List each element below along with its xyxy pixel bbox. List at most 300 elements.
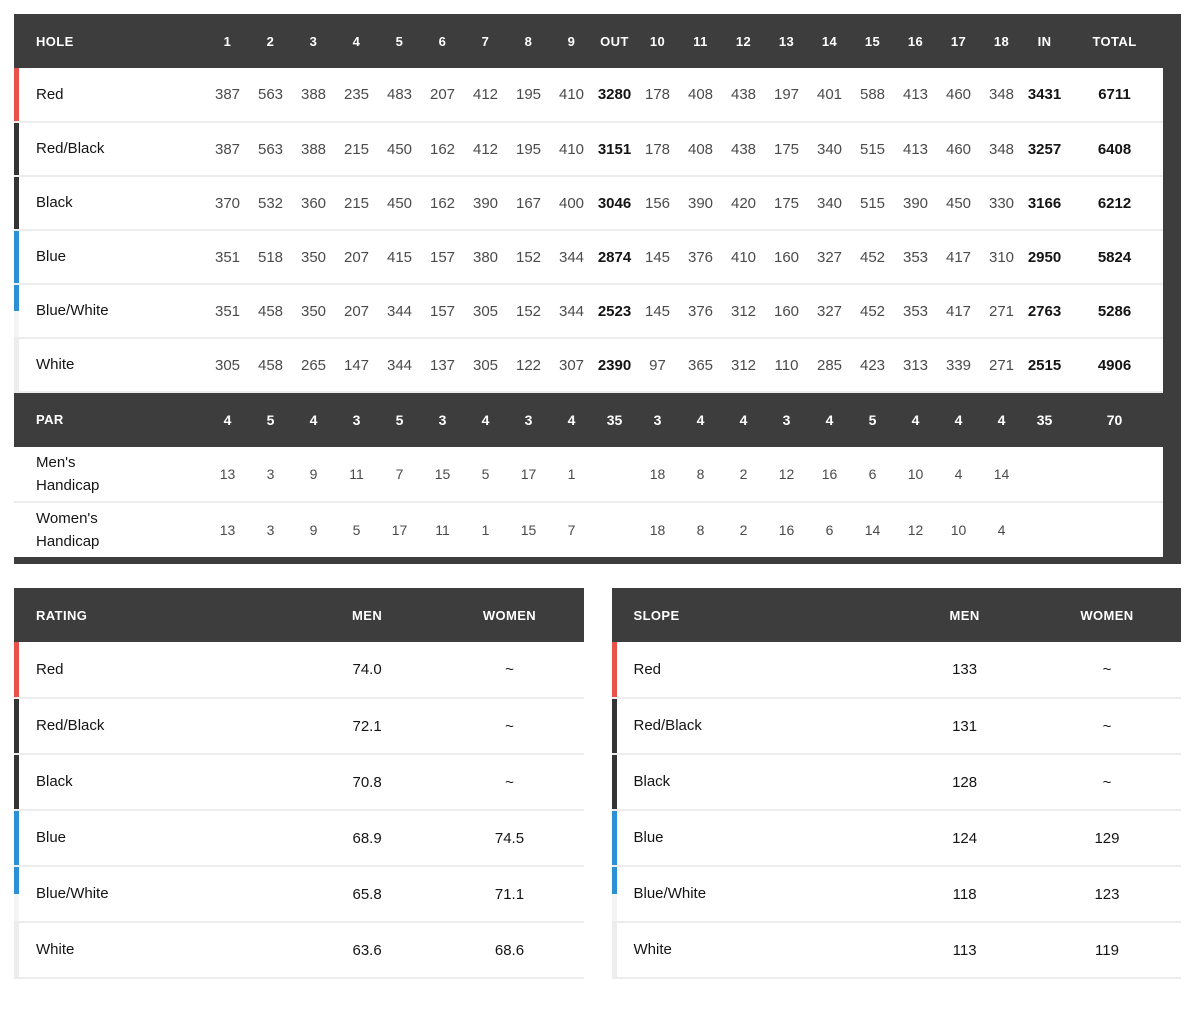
tee-color-bar <box>612 642 617 697</box>
hole-yardage-value: 145 <box>636 284 679 338</box>
hole-yardage-value: 458 <box>249 338 292 392</box>
par-value: 3 <box>636 392 679 447</box>
handicap-row <box>14 447 1163 502</box>
hole-yardage-value: 400 <box>550 176 593 230</box>
hole-yardage-value: 532 <box>249 176 292 230</box>
in-value: 2763 <box>1023 284 1066 338</box>
hole-number-header: 2 <box>249 14 292 68</box>
hole-number-header: 18 <box>980 14 1023 68</box>
tee-color-bar <box>14 642 19 697</box>
hole-yardage-value: 195 <box>507 122 550 176</box>
rating-table <box>14 588 584 979</box>
par-value: 3 <box>765 392 808 447</box>
rating-row <box>14 642 584 698</box>
hole-number-header: 11 <box>679 14 722 68</box>
par-value: 4 <box>206 392 249 447</box>
hole-yardage-value: 157 <box>421 230 464 284</box>
hole-yardage-value: 387 <box>206 122 249 176</box>
row-name-cell <box>612 922 897 978</box>
total-value: 6212 <box>1066 176 1163 230</box>
tee-name: Black <box>36 194 73 211</box>
total-value: 5286 <box>1066 284 1163 338</box>
slope-header <box>612 588 1182 642</box>
row-name-cell <box>612 810 897 866</box>
hole-yardage-value: 350 <box>292 230 335 284</box>
hole-yardage-value: 340 <box>808 176 851 230</box>
hole-yardage-value: 160 <box>765 230 808 284</box>
out-value: 3151 <box>593 122 636 176</box>
out-value: 2523 <box>593 284 636 338</box>
hole-yardage-value: 412 <box>464 122 507 176</box>
hole-yardage-value: 380 <box>464 230 507 284</box>
tee-row <box>14 284 1163 338</box>
row-name-cell <box>14 698 299 754</box>
tee-name: Blue <box>633 829 664 846</box>
tee-color-bar <box>14 285 19 337</box>
rating-row <box>14 922 584 978</box>
hole-number-header: 7 <box>464 14 507 68</box>
total-value <box>1066 502 1163 557</box>
in-value: 3431 <box>1023 68 1066 122</box>
hole-yardage-value: 145 <box>636 230 679 284</box>
total-value: 70 <box>1066 392 1163 447</box>
par-value: 5 <box>851 392 894 447</box>
hole-yardage-value: 410 <box>550 122 593 176</box>
hole-yardage-value: 515 <box>851 122 894 176</box>
hole-yardage-value: 327 <box>808 230 851 284</box>
row-name-cell <box>612 642 897 698</box>
handicap-value: 8 <box>679 502 722 557</box>
total-value: 4906 <box>1066 338 1163 392</box>
hole-yardage-value: 344 <box>378 284 421 338</box>
handicap-value: 13 <box>206 502 249 557</box>
handicap-value: 12 <box>894 502 937 557</box>
row-name-cell <box>14 866 299 922</box>
tee-name: Red/Black <box>633 717 702 734</box>
hole-header-cell: HOLE <box>14 14 206 68</box>
par-value: 4 <box>679 392 722 447</box>
hole-yardage-value: 265 <box>292 338 335 392</box>
hole-yardage-value: 413 <box>894 122 937 176</box>
scorecard-table <box>14 14 1163 557</box>
hole-yardage-value: 344 <box>378 338 421 392</box>
handicap-value: 1 <box>464 502 507 557</box>
tee-row <box>14 176 1163 230</box>
handicap-value: 4 <box>937 447 980 502</box>
hole-yardage-value: 388 <box>292 122 335 176</box>
row-name-cell <box>612 866 897 922</box>
hole-yardage-value: 152 <box>507 284 550 338</box>
hole-yardage-value: 452 <box>851 284 894 338</box>
hole-yardage-value: 178 <box>636 122 679 176</box>
slope-table <box>612 588 1182 979</box>
hole-yardage-value: 420 <box>722 176 765 230</box>
hole-yardage-value: 415 <box>378 230 421 284</box>
tee-color-bar <box>14 867 19 921</box>
hole-yardage-value: 162 <box>421 122 464 176</box>
hole-number-header: 12 <box>722 14 765 68</box>
hole-yardage-value: 305 <box>464 338 507 392</box>
slope-value-women: ~ <box>1033 698 1181 754</box>
handicap-value: 14 <box>980 447 1023 502</box>
rating-body <box>14 642 584 978</box>
slope-row <box>612 642 1182 698</box>
hole-yardage-value: 271 <box>980 338 1023 392</box>
rating-card <box>14 588 584 979</box>
par-value: 4 <box>292 392 335 447</box>
handicap-value: 8 <box>679 447 722 502</box>
par-value: 3 <box>507 392 550 447</box>
tee-name: Red/Black <box>36 717 105 734</box>
slope-value-men: 124 <box>896 810 1033 866</box>
hole-number-header: 3 <box>292 14 335 68</box>
hole-yardage-value: 390 <box>894 176 937 230</box>
row-name-cell <box>14 338 206 392</box>
hole-yardage-value: 178 <box>636 68 679 122</box>
par-value: 5 <box>378 392 421 447</box>
total-value <box>1066 447 1163 502</box>
handicap-value: 6 <box>851 447 894 502</box>
hole-yardage-value: 197 <box>765 68 808 122</box>
row-name-cell <box>14 284 206 338</box>
scorecard-header <box>14 14 1163 68</box>
hole-yardage-value: 401 <box>808 68 851 122</box>
tee-color-bar <box>612 867 617 921</box>
tee-color-bar <box>14 123 19 175</box>
hole-yardage-value: 413 <box>894 68 937 122</box>
tee-row <box>14 122 1163 176</box>
in-header: IN <box>1023 14 1066 68</box>
hole-yardage-value: 312 <box>722 284 765 338</box>
in-value <box>1023 502 1066 557</box>
hole-yardage-value: 458 <box>249 284 292 338</box>
tee-name: White <box>36 356 75 373</box>
handicap-value: 7 <box>378 447 421 502</box>
handicap-name: Women's Handicap <box>36 509 100 550</box>
tee-name: White <box>633 941 672 958</box>
hole-yardage-value: 390 <box>464 176 507 230</box>
hole-yardage-value: 388 <box>292 68 335 122</box>
in-value <box>1023 447 1066 502</box>
slope-title: SLOPE <box>612 588 897 642</box>
slope-value-men: 131 <box>896 698 1033 754</box>
hole-yardage-value: 387 <box>206 68 249 122</box>
hole-yardage-value: 417 <box>937 230 980 284</box>
par-value: 4 <box>464 392 507 447</box>
hole-number-header: 4 <box>335 14 378 68</box>
tee-name: Red <box>633 660 662 678</box>
hole-yardage-value: 515 <box>851 176 894 230</box>
tee-color-bar <box>14 68 19 121</box>
hole-yardage-value: 310 <box>980 230 1023 284</box>
handicap-value: 7 <box>550 502 593 557</box>
hole-yardage-value: 215 <box>335 176 378 230</box>
rating-value-men: 74.0 <box>299 642 436 698</box>
handicap-value: 5 <box>335 502 378 557</box>
handicap-value: 3 <box>249 447 292 502</box>
in-value: 3166 <box>1023 176 1066 230</box>
hole-yardage-value: 305 <box>206 338 249 392</box>
rating-title: RATING <box>14 588 299 642</box>
rating-header <box>14 588 584 642</box>
rating-value-women: 68.6 <box>435 922 583 978</box>
tee-color-bar <box>612 699 617 753</box>
hole-yardage-value: 460 <box>937 68 980 122</box>
tee-name: White <box>36 941 75 958</box>
row-name-cell <box>14 447 206 502</box>
hole-yardage-value: 408 <box>679 122 722 176</box>
slope-value-women: ~ <box>1033 754 1181 810</box>
hole-yardage-value: 152 <box>507 230 550 284</box>
hole-yardage-value: 412 <box>464 68 507 122</box>
hole-yardage-value: 365 <box>679 338 722 392</box>
hole-yardage-value: 207 <box>421 68 464 122</box>
hole-number-header: 16 <box>894 14 937 68</box>
slope-header-row <box>612 588 1182 642</box>
total-value: 5824 <box>1066 230 1163 284</box>
row-name-cell <box>14 122 206 176</box>
par-value: 4 <box>808 392 851 447</box>
handicap-value: 11 <box>335 447 378 502</box>
hole-yardage-value: 156 <box>636 176 679 230</box>
tee-color-bar <box>612 755 617 809</box>
hole-number-header: 5 <box>378 14 421 68</box>
hole-number-header: 6 <box>421 14 464 68</box>
slope-row <box>612 922 1182 978</box>
hole-yardage-value: 353 <box>894 230 937 284</box>
hole-yardage-value: 483 <box>378 68 421 122</box>
row-name-cell <box>14 230 206 284</box>
hole-yardage-value: 137 <box>421 338 464 392</box>
par-value: 4 <box>550 392 593 447</box>
rating-value-women: ~ <box>435 754 583 810</box>
hole-yardage-value: 410 <box>550 68 593 122</box>
hole-number-header: 10 <box>636 14 679 68</box>
hole-number-header: 15 <box>851 14 894 68</box>
hole-yardage-value: 370 <box>206 176 249 230</box>
tee-color-bar <box>612 811 617 865</box>
slope-men-header: MEN <box>896 588 1033 642</box>
hole-yardage-value: 438 <box>722 122 765 176</box>
hole-number-header: 17 <box>937 14 980 68</box>
hole-yardage-value: 390 <box>679 176 722 230</box>
hole-yardage-value: 376 <box>679 284 722 338</box>
hole-number-header: 13 <box>765 14 808 68</box>
slope-card <box>612 588 1182 979</box>
hole-yardage-value: 351 <box>206 230 249 284</box>
hole-number-header: 14 <box>808 14 851 68</box>
hole-yardage-value: 376 <box>679 230 722 284</box>
rating-value-women: 71.1 <box>435 866 583 922</box>
hole-yardage-value: 97 <box>636 338 679 392</box>
slope-value-men: 133 <box>896 642 1033 698</box>
hole-yardage-value: 417 <box>937 284 980 338</box>
hole-yardage-value: 563 <box>249 68 292 122</box>
handicap-value: 13 <box>206 447 249 502</box>
total-value: 6408 <box>1066 122 1163 176</box>
out-value: 3280 <box>593 68 636 122</box>
rating-value-men: 63.6 <box>299 922 436 978</box>
hole-yardage-value: 195 <box>507 68 550 122</box>
in-value: 2515 <box>1023 338 1066 392</box>
hole-yardage-value: 344 <box>550 230 593 284</box>
handicap-value: 10 <box>937 502 980 557</box>
row-name-cell <box>14 176 206 230</box>
slope-value-women: 129 <box>1033 810 1181 866</box>
par-value: 4 <box>937 392 980 447</box>
handicap-value: 14 <box>851 502 894 557</box>
hole-yardage-value: 351 <box>206 284 249 338</box>
hole-yardage-value: 305 <box>464 284 507 338</box>
hole-yardage-value: 235 <box>335 68 378 122</box>
hole-yardage-value: 450 <box>378 176 421 230</box>
handicap-value: 4 <box>980 502 1023 557</box>
rating-row <box>14 810 584 866</box>
rating-row <box>14 866 584 922</box>
tee-row <box>14 68 1163 122</box>
hole-yardage-value: 285 <box>808 338 851 392</box>
rating-value-women: ~ <box>435 698 583 754</box>
tee-color-bar <box>612 923 617 977</box>
slope-row <box>612 754 1182 810</box>
handicap-value: 9 <box>292 502 335 557</box>
hole-yardage-value: 348 <box>980 68 1023 122</box>
handicap-value: 10 <box>894 447 937 502</box>
hole-yardage-value: 452 <box>851 230 894 284</box>
par-value: 4 <box>980 392 1023 447</box>
row-name-cell <box>612 698 897 754</box>
rating-men-header: MEN <box>299 588 436 642</box>
tee-name: Black <box>36 773 73 790</box>
in-value: 2950 <box>1023 230 1066 284</box>
hole-yardage-value: 162 <box>421 176 464 230</box>
tee-name: Red <box>36 660 64 678</box>
rating-women-header: WOMEN <box>435 588 583 642</box>
handicap-value: 16 <box>765 502 808 557</box>
slope-value-men: 128 <box>896 754 1033 810</box>
handicap-value: 6 <box>808 502 851 557</box>
out-value: 3046 <box>593 176 636 230</box>
slope-value-men: 118 <box>896 866 1033 922</box>
tee-name: Blue <box>36 829 67 846</box>
handicap-row <box>14 502 1163 557</box>
hole-yardage-value: 327 <box>808 284 851 338</box>
tee-row <box>14 338 1163 392</box>
par-value: 5 <box>249 392 292 447</box>
hole-yardage-value: 160 <box>765 284 808 338</box>
hole-yardage-value: 312 <box>722 338 765 392</box>
par-value: 4 <box>722 392 765 447</box>
hole-yardage-value: 423 <box>851 338 894 392</box>
hole-yardage-value: 330 <box>980 176 1023 230</box>
out-value: 2874 <box>593 230 636 284</box>
tee-color-bar <box>14 923 19 977</box>
slope-value-women: 123 <box>1033 866 1181 922</box>
tee-name: Blue <box>36 248 67 265</box>
row-name-cell <box>14 810 299 866</box>
tee-name: Blue/White <box>36 302 109 319</box>
rating-value-women: 74.5 <box>435 810 583 866</box>
hole-yardage-value: 271 <box>980 284 1023 338</box>
scorecard-card <box>14 14 1181 564</box>
handicap-value: 15 <box>421 447 464 502</box>
handicap-value: 11 <box>421 502 464 557</box>
out-value: 2390 <box>593 338 636 392</box>
hole-yardage-value: 518 <box>249 230 292 284</box>
par-value: 4 <box>894 392 937 447</box>
scorecard-header-row <box>14 14 1163 68</box>
out-value: 35 <box>593 392 636 447</box>
handicap-value: 15 <box>507 502 550 557</box>
in-value: 35 <box>1023 392 1066 447</box>
row-name-cell <box>14 68 206 122</box>
out-value <box>593 502 636 557</box>
par-value: 3 <box>335 392 378 447</box>
hole-yardage-value: 122 <box>507 338 550 392</box>
handicap-value: 16 <box>808 447 851 502</box>
out-header: OUT <box>593 14 636 68</box>
hole-yardage-value: 339 <box>937 338 980 392</box>
hole-yardage-value: 147 <box>335 338 378 392</box>
handicap-value: 9 <box>292 447 335 502</box>
handicap-value: 17 <box>507 447 550 502</box>
tee-color-bar <box>14 699 19 753</box>
hole-yardage-value: 175 <box>765 122 808 176</box>
handicap-value: 12 <box>765 447 808 502</box>
hole-yardage-value: 408 <box>679 68 722 122</box>
hole-yardage-value: 438 <box>722 68 765 122</box>
tee-name: Black <box>633 773 671 790</box>
hole-yardage-value: 350 <box>292 284 335 338</box>
hole-yardage-value: 460 <box>937 122 980 176</box>
row-name-cell <box>14 392 206 447</box>
in-value: 3257 <box>1023 122 1066 176</box>
hole-number-header: 8 <box>507 14 550 68</box>
rating-header-row <box>14 588 584 642</box>
total-header: TOTAL <box>1066 14 1163 68</box>
hole-yardage-value: 360 <box>292 176 335 230</box>
tee-color-bar <box>14 811 19 865</box>
par-value: 3 <box>421 392 464 447</box>
hole-yardage-value: 563 <box>249 122 292 176</box>
row-name-cell <box>14 502 206 557</box>
slope-row <box>612 698 1182 754</box>
par-row <box>14 392 1163 447</box>
rating-value-men: 72.1 <box>299 698 436 754</box>
hole-yardage-value: 410 <box>722 230 765 284</box>
row-name-cell <box>14 754 299 810</box>
hole-yardage-value: 157 <box>421 284 464 338</box>
scorecard-body <box>14 68 1163 557</box>
hole-yardage-value: 353 <box>894 284 937 338</box>
hole-yardage-value: 175 <box>765 176 808 230</box>
hole-yardage-value: 207 <box>335 284 378 338</box>
row-name-cell <box>612 754 897 810</box>
handicap-value: 2 <box>722 447 765 502</box>
tee-name: Red/Black <box>36 140 105 157</box>
total-value: 6711 <box>1066 68 1163 122</box>
tee-color-bar <box>14 339 19 391</box>
rating-value-men: 70.8 <box>299 754 436 810</box>
slope-row <box>612 866 1182 922</box>
hole-yardage-value: 588 <box>851 68 894 122</box>
handicap-value: 1 <box>550 447 593 502</box>
hole-yardage-value: 307 <box>550 338 593 392</box>
rating-slope-row <box>14 588 1181 979</box>
rating-value-men: 68.9 <box>299 810 436 866</box>
hole-yardage-value: 167 <box>507 176 550 230</box>
handicap-value: 18 <box>636 447 679 502</box>
